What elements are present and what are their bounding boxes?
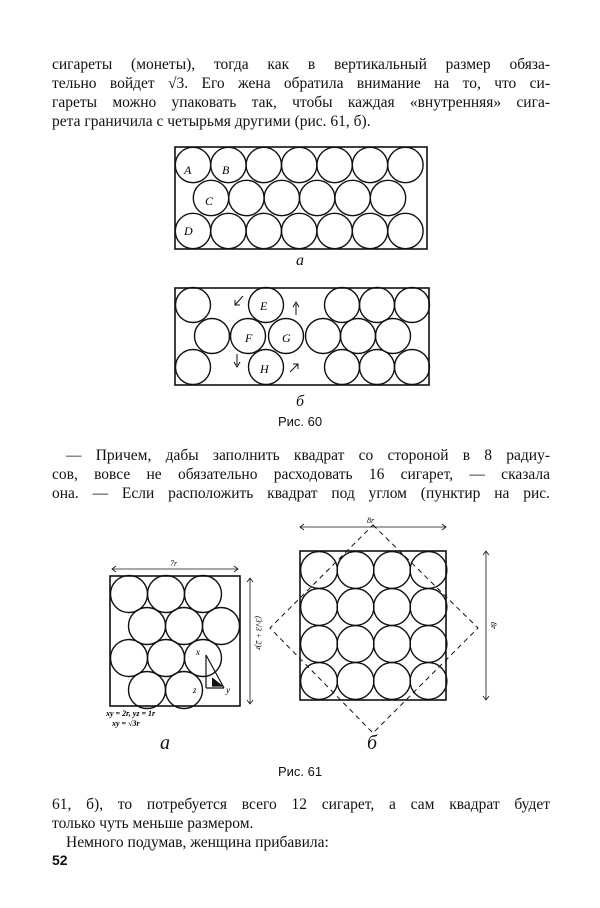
circle-label-c: C — [205, 194, 214, 208]
circle-coin — [301, 589, 338, 626]
circle-coin — [337, 626, 374, 663]
text-line: рета граничила с четырьмя другими (рис. 61, б). — [52, 113, 371, 130]
figure-60b-label: б — [296, 393, 305, 410]
note-line-1: xy = 2r, yz = 1r — [106, 709, 156, 718]
circle-label-h: H — [260, 362, 269, 376]
text-line: только чуть меньше размером. — [52, 815, 254, 832]
figure-60a-label: а — [296, 252, 304, 269]
circle-coin — [337, 552, 374, 589]
note-line-2: xy = √3r — [112, 719, 140, 728]
dimension-label-top: 8r — [367, 516, 375, 525]
circle-coin — [410, 626, 447, 663]
axis-label-z: z — [193, 685, 197, 695]
circle-coin — [337, 589, 374, 626]
circle-label-a: A — [184, 163, 192, 177]
circle-coin — [410, 589, 447, 626]
figure-61b-label: б — [367, 732, 378, 754]
circle-coin — [374, 626, 411, 663]
circle-label-f: F — [245, 331, 253, 345]
axis-label-y: y — [226, 685, 230, 695]
text-line: — Причем, дабы заполнить квадрат со стороной в 8 радиу- — [66, 447, 550, 464]
circle-label-e: E — [260, 299, 268, 313]
text-line: гареты можно упаковать так, чтобы каждая «внутренняя» сига- — [52, 94, 550, 111]
text-line: она. — Если расположить квадрат под углом (пунктир на рис. — [52, 485, 550, 502]
figure-60-caption: Рис. 60 — [278, 414, 323, 429]
circle-coin — [301, 552, 338, 589]
text-line: тельно войдет √3. Его жена обратила внимание на то, что си- — [52, 75, 550, 92]
dimension-label-side: 8r — [489, 622, 498, 630]
dimension-label-top: 7r — [170, 559, 178, 568]
circle-label-b: B — [222, 163, 230, 177]
circle-coin — [301, 626, 338, 663]
circle-coin — [374, 552, 411, 589]
circle-coin — [374, 663, 411, 700]
circle-coin — [410, 663, 447, 700]
circle-coin — [374, 589, 411, 626]
circle-coin — [301, 663, 338, 700]
circle-coin — [410, 552, 447, 589]
circle-label-g: G — [282, 331, 291, 345]
figure-61a-label: а — [160, 732, 170, 754]
circle-coin — [337, 663, 374, 700]
text-line: сигареты (монеты), тогда как в вертикальный размер обяза- — [52, 56, 550, 73]
figure-61-caption: Рис. 61 — [278, 764, 323, 779]
axis-label-x: x — [196, 647, 200, 657]
text-line: сов, вовсе не обязательно расходовать 16 сигарет, — сказала — [52, 466, 550, 483]
dimension-arrow-side — [483, 551, 489, 700]
page-number: 52 — [52, 852, 68, 868]
text-line: 61, б), то потребуется всего 12 сигарет, а сам квадрат будет — [52, 796, 550, 813]
circle-label-d: D — [184, 224, 193, 238]
text-line: Немного подумав, женщина прибавила: — [66, 834, 329, 851]
paragraph-bottom — [52, 795, 550, 852]
dimension-label-side: (3√3 + 2)r — [254, 616, 263, 651]
